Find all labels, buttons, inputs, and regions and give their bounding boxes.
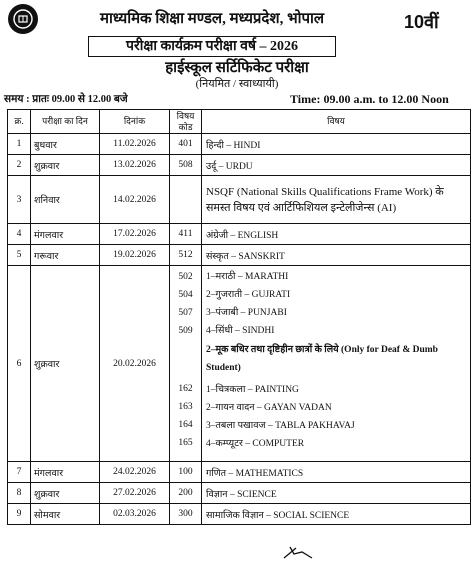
row-subject: संस्कृत – SANSKRIT [202,245,471,266]
row-date: 24.02.2026 [100,462,170,483]
emblem-icon [12,8,34,30]
row-day: शनिवार [31,176,100,224]
row-subject: हिन्दी – HINDI [202,134,471,155]
row-subject: गणित – MATHEMATICS [202,462,471,483]
table-row [8,504,471,525]
row-date: 02.03.2026 [100,504,170,525]
row-sno: 2 [8,155,31,176]
row-code: 411 [170,224,202,245]
table-row [8,224,471,245]
row-day: बुधवार [31,134,100,155]
row-sno: 5 [8,245,31,266]
row-day: मंगलवार [31,224,100,245]
row-date: 17.02.2026 [100,224,170,245]
subject-cell: 1–चित्रकला – PAINTING [206,385,299,395]
code-cell: 507 [178,308,193,318]
code-cell: 164 [178,420,193,430]
row-code: 200 [170,483,202,504]
row-date: 14.02.2026 [100,176,170,224]
code-cell: 502 [178,272,193,282]
table-row-languages [8,266,471,462]
row-day: शुक्रवार [31,155,100,176]
code-cell: 165 [178,438,193,448]
signature-mark [282,544,318,562]
code-cell: 504 [178,290,193,300]
row-sno: 8 [8,483,31,504]
row-date: 20.02.2026 [100,266,170,462]
row-code: 300 [170,504,202,525]
time-english: Time: 09.00 a.m. to 12.00 Noon [290,92,449,106]
row-date: 19.02.2026 [100,245,170,266]
subject-cell: 3–पंजाबी – PUNJABI [206,308,287,318]
header-date: दिनांक [100,110,170,134]
header-subject: विषय [202,110,471,134]
row-date: 13.02.2026 [100,155,170,176]
row-date: 11.02.2026 [100,134,170,155]
row-sno: 3 [8,176,31,224]
board-logo [8,4,38,34]
table-row [8,483,471,504]
row-sno: 9 [8,504,31,525]
row-day: मंगलवार [31,462,100,483]
row-day: सोमवार [31,504,100,525]
row-code: 100 [170,462,202,483]
row-sno: 1 [8,134,31,155]
row-day: शुक्रवार [31,483,100,504]
code-cell: 509 [178,326,193,336]
row-subject: विज्ञान – SCIENCE [202,483,471,504]
code-cell: 163 [178,402,193,412]
time-hindi: समय : प्रातः 09.00 से 12.00 बजे [4,94,128,105]
table-row [8,245,471,266]
row-code: 508 [170,155,202,176]
table-row [8,462,471,483]
table-row [8,155,471,176]
timetable [7,109,471,525]
deaf-dumb-note: 2–मूक बधिर तथा दृष्टिहीन छात्रों के लिये (Only for Deaf & Dumb Student) [206,345,438,373]
subject-cell: 2–गायन वादन – GAYAN VADAN [206,403,332,413]
table-row [8,176,471,224]
subject-cell: 4–सिंधी – SINDHI [206,326,275,336]
exam-title: हाईस्कूल सर्टिफिकेट परीक्षा [165,60,309,76]
schedule-title: परीक्षा कार्यक्रम परीक्षा वर्ष – 2026 [88,36,336,57]
row-sno: 4 [8,224,31,245]
row-sno: 7 [8,462,31,483]
row-subject: उर्दू – URDU [202,155,471,176]
subject-cell: 4–कम्प्यूटर – COMPUTER [206,439,305,449]
subject-cell: 1–मराठी – MARATHI [206,272,289,282]
row-subject: NSQF (National Skills Qualifications Frame Work) के समस्त विषय एवं आर्टिफिशियल इन्टेलीजेन्स (AI) [202,176,471,224]
class-label: 10वीं [404,12,439,32]
row-sno: 6 [8,266,31,462]
row-code [170,176,202,224]
subject-cell: 2–गुजराती – GUJRATI [206,290,291,300]
table-row [8,134,471,155]
row-subject: अंग्रेजी – ENGLISH [202,224,471,245]
row-code: 512 [170,245,202,266]
row-subject: सामाजिक विज्ञान – SOCIAL SCIENCE [202,504,471,525]
header-code: विषय कोड [170,110,202,134]
row-code: 401 [170,134,202,155]
header-day: परीक्षा का दिन [31,110,100,134]
code-cell: 162 [178,384,193,394]
table-header-row [8,110,471,134]
row-day: गरूवार [31,245,100,266]
subject-cell: 3–तबला पखावज – TABLA PAKHAVAJ [206,421,355,431]
header-sno: क्र. [8,110,31,134]
board-name: माध्यमिक शिक्षा मण्डल, मध्यप्रदेश, भोपाल [100,11,325,27]
row-date: 27.02.2026 [100,483,170,504]
row-day: शुक्रवार [31,266,100,462]
exam-subtitle: (नियमित / स्वाध्यायी) [195,78,279,90]
